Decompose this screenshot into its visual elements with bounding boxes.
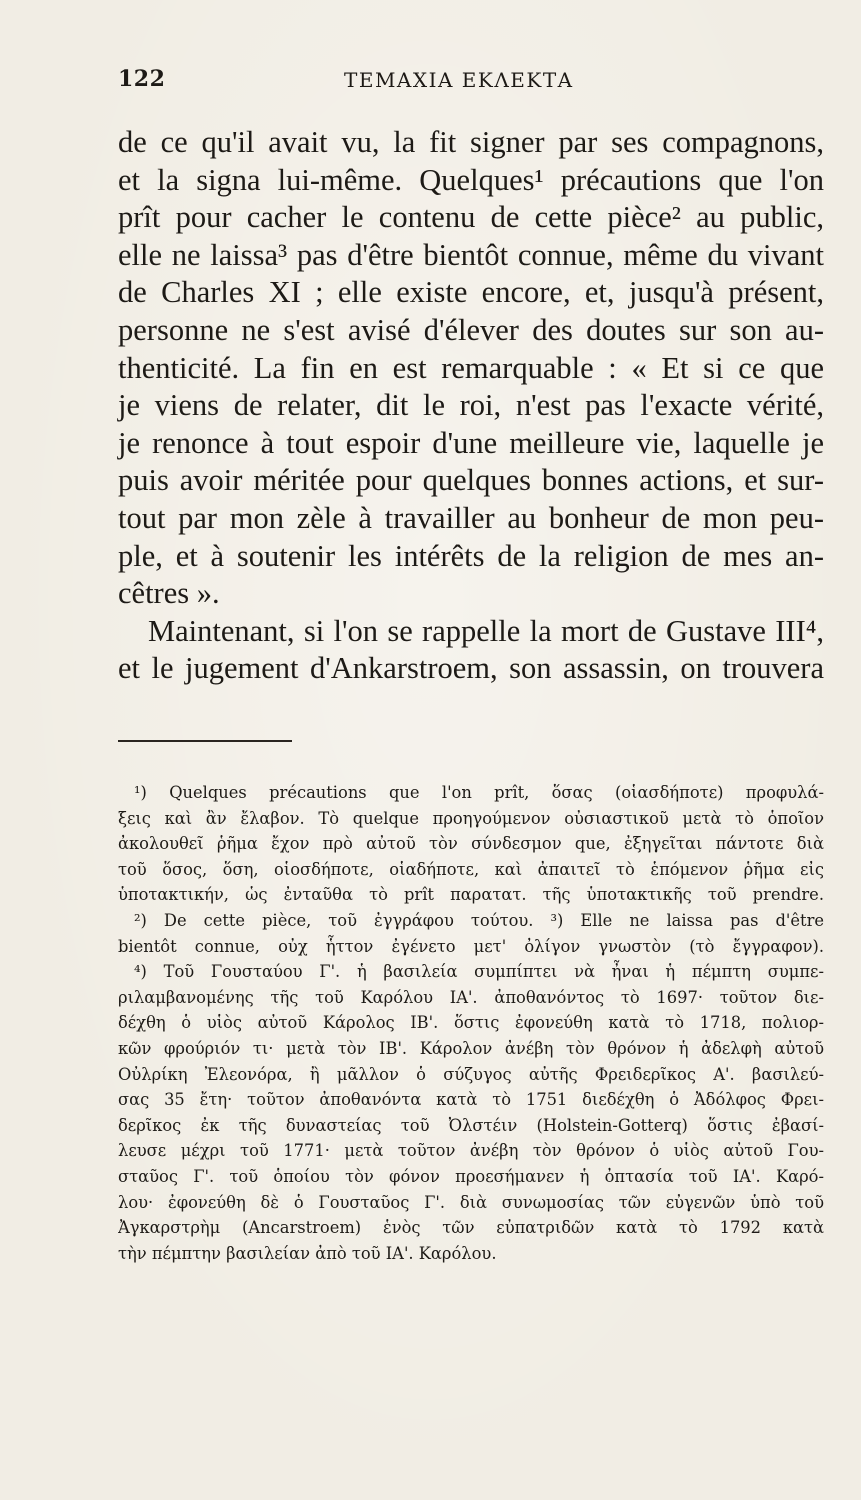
footnote-line: ²) De cette pièce, τοῦ ἐγγράφου τούτου. ³) Elle ne laissa pas d'être: [134, 910, 824, 930]
text-line: puis avoir méritée pour quelques bonnes actions, et sur-: [118, 463, 824, 498]
footnote-line: δερῖκος ἐκ τῆς δυναστείας τοῦ Ὀλστέιν (Holstein-Gotterq) ὅστις ἐβασί-: [118, 1115, 824, 1135]
footnote-line: λου· ἐφονεύθη δὲ ὁ Γουσταῦος Γ'. διὰ συνωμοσίας τῶν εὐγενῶν ὑπὸ τοῦ: [118, 1192, 824, 1212]
footnote-line: κῶν φρούριόν τι· μετὰ τὸν ΙΒ'. Κάρολον ἀνέβη τὸν θρόνον ἡ ἀδελφὴ αὐτοῦ: [118, 1038, 824, 1058]
text-line: de Charles XI ; elle existe encore, et, jusqu'à présent,: [118, 275, 824, 310]
running-head: [118, 66, 718, 96]
footnote-line: δέχθη ὁ υἱὸς αὐτοῦ Κάρολος ΙΒ'. ὅστις ἐφονεύθη κατὰ τὸ 1718, πολιορ-: [118, 1013, 824, 1033]
text-line: elle ne laissa³ pas d'être bientôt connue, même du vivant: [118, 237, 824, 272]
text-line: prît pour cacher le contenu de cette pièce² au public,: [118, 200, 824, 235]
footnotes: [118, 780, 824, 1266]
main-text: [118, 124, 824, 688]
text-line: ple, et à soutenir les intérêts de la religion de mes an-: [118, 538, 824, 573]
footnote-line: ξεις καὶ ἂν ἔλαβον. Τὸ quelque προηγούμενον οὐσιαστικοῦ μετὰ τὸ ὁποῖον: [118, 808, 824, 828]
page-number: 122: [118, 66, 166, 92]
text-line: Maintenant, si l'on se rappelle la mort de Gustave III⁴,: [148, 613, 824, 648]
footnote-line: ὑποτακτικήν, ὡς ἐνταῦθα τὸ prît παρατατ. τῆς ὑποτακτικῆς τοῦ prendre.: [118, 885, 824, 905]
text-line: tout par mon zèle à travailler au bonheur de mon peu-: [118, 500, 824, 535]
text-line: de ce qu'il avait vu, la fit signer par ses compagnons,: [118, 125, 824, 159]
footnote-line: σταῦος Γ'. τοῦ ὁποίου τὸν φόνον προεσήμανεν ἡ ὀπτασία τοῦ ΙΑ'. Καρό-: [118, 1166, 824, 1186]
footnote-line: ριλαμβανομένης τῆς τοῦ Καρόλου ΙΑ'. ἀποθανόντος τὸ 1697· τοῦτον διε-: [118, 987, 824, 1007]
footnote-line: ἀκολουθεῖ ῥῆμα ἔχον πρὸ αὐτοῦ τὸν σύνδεσμον que, ἐξηγεῖται πάντοτε διὰ: [118, 834, 824, 854]
text-line: cêtres ».: [118, 576, 220, 611]
footnote-line: τοῦ ὅσος, ὅση, οἱοσδήποτε, οἱαδήποτε, καὶ ἀπαιτεῖ τὸ ἑπόμενον ῥῆμα εἰς: [118, 859, 824, 879]
footnote-rule: [118, 740, 292, 742]
running-title: ΤΕΜΑΧΙΑ ΕΚΛΕΚΤΑ: [344, 68, 574, 92]
footnote-line: σας 35 ἔτη· τοῦτον ἀποθανόντα κατὰ τὸ 1751 διεδέχθη ὁ Ἀδόλφος Φρει-: [118, 1090, 824, 1110]
text-line: et le jugement d'Ankarstroem, son assassin, on trouvera: [118, 651, 824, 686]
text-line: je viens de relater, dit le roi, n'est pas l'exacte vérité,: [118, 388, 824, 423]
footnote-line: bientôt connue, οὐχ ἧττον ἐγένετο μετ' ὀλίγον γνωστὸν (τὸ ἔγγραφον).: [118, 936, 824, 956]
text-line: personne ne s'est avisé d'élever des doutes sur son au-: [118, 312, 824, 347]
text-line: thenticité. La fin en est remarquable : « Et si ce que: [118, 350, 824, 385]
text-line: et la signa lui-même. Quelques¹ précautions que l'on: [118, 162, 824, 197]
footnote-line: λευσε μέχρι τοῦ 1771· μετὰ τοῦτον ἀνέβη τὸν θρόνον ὁ υἱὸς αὐτοῦ Γου-: [118, 1141, 824, 1161]
footnote-line: Ἀγκαρστρὴμ (Ancarstroem) ἑνὸς τῶν εὐπατριδῶν κατὰ τὸ 1792 κατὰ: [118, 1218, 824, 1238]
footnote-line: ¹) Quelques précautions que l'on prît, ὅσας (οἱασδήποτε) προφυλά-: [134, 783, 824, 802]
text-line: je renonce à tout espoir d'une meilleure vie, laquelle je: [118, 425, 824, 460]
footnote-line: Οὐλρίκη Ἐλεονόρα, ἢ μᾶλλον ὁ σύζυγος αὐτῆς Φρειδερῖκος Α'. βασιλεύ-: [118, 1064, 824, 1084]
footnote-line: ⁴) Τοῦ Γουσταύου Γ'. ἡ βασιλεία συμπίπτει νὰ ἦναι ἡ πέμπτη συμπε-: [134, 962, 824, 982]
footnote-line: τὴν πέμπτην βασιλείαν ἀπὸ τοῦ ΙΑ'. Καρόλου.: [118, 1243, 497, 1263]
